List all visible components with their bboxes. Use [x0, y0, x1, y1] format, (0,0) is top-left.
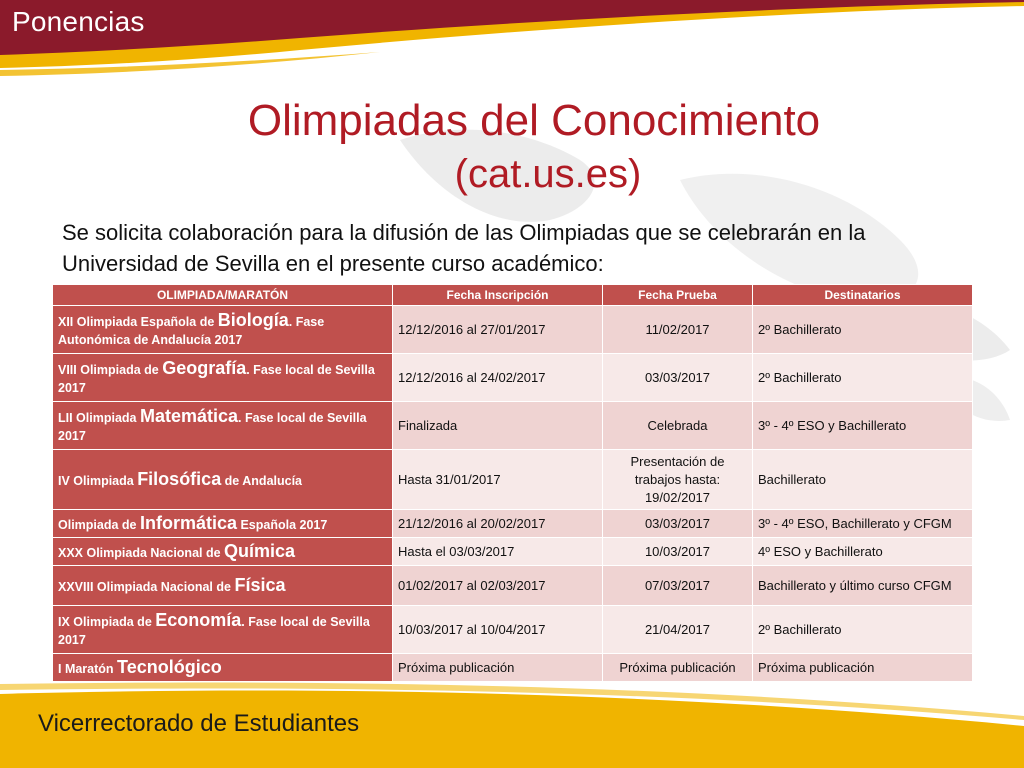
header-olimpiada: OLIMPIADA/MARATÓN	[53, 285, 393, 306]
test-date: 10/03/2017	[603, 538, 753, 566]
target-audience: 2º Bachillerato	[753, 306, 973, 354]
target-audience: Bachillerato	[753, 450, 973, 510]
olympiad-name: LII Olimpiada Matemática. Fase local de Sevilla 2017	[53, 402, 393, 450]
section-title: Ponencias	[12, 6, 145, 37]
olympiad-name: Olimpiada de Informática Española 2017	[53, 510, 393, 538]
registration-date: Hasta 31/01/2017	[393, 450, 603, 510]
test-date: 11/02/2017	[603, 306, 753, 354]
target-audience: 2º Bachillerato	[753, 606, 973, 654]
registration-date: Finalizada	[393, 402, 603, 450]
test-date: 03/03/2017	[603, 354, 753, 402]
table-row	[53, 354, 973, 402]
test-date: Próxima publicación	[603, 654, 753, 682]
registration-date: Hasta el 03/03/2017	[393, 538, 603, 566]
header-destinatarios: Destinatarios	[753, 285, 973, 306]
olympiad-name: XXX Olimpiada Nacional de Química	[53, 538, 393, 566]
header-fecha-prueba: Fecha Prueba	[603, 285, 753, 306]
registration-date: Próxima publicación	[393, 654, 603, 682]
target-audience: 3º - 4º ESO, Bachillerato y CFGM	[753, 510, 973, 538]
registration-date: 21/12/2016 al 20/02/2017	[393, 510, 603, 538]
table-row	[53, 654, 973, 682]
registration-date: 01/02/2017 al 02/03/2017	[393, 566, 603, 606]
target-audience: Bachillerato y último curso CFGM	[753, 566, 973, 606]
registration-date: 12/12/2016 al 27/01/2017	[393, 306, 603, 354]
top-banner	[0, 0, 1024, 80]
olympiad-name: VIII Olimpiada de Geografía. Fase local de Sevilla 2017	[53, 354, 393, 402]
olympiad-name: IV Olimpiada Filosófica de Andalucía	[53, 450, 393, 510]
table-row	[53, 402, 973, 450]
table-row	[53, 450, 973, 510]
table-row	[53, 538, 973, 566]
table-header-row	[53, 285, 973, 306]
registration-date: 12/12/2016 al 24/02/2017	[393, 354, 603, 402]
target-audience: 3º - 4º ESO y Bachillerato	[753, 402, 973, 450]
test-date: Celebrada	[603, 402, 753, 450]
olympiad-name: XII Olimpiada Española de Biología. Fase Autonómica de Andalucía 2017	[53, 306, 393, 354]
target-audience: Próxima publicación	[753, 654, 973, 682]
page-subtitle: (cat.us.es)	[454, 152, 642, 196]
header-fecha-inscripcion: Fecha Inscripción	[393, 285, 603, 306]
test-date: 07/03/2017	[603, 566, 753, 606]
test-date: Presentación de trabajos hasta: 19/02/2017	[603, 450, 753, 510]
table-row	[53, 510, 973, 538]
table-row	[53, 566, 973, 606]
page-title: Olimpiadas del Conocimiento	[247, 96, 821, 145]
footer-text: Vicerrectorado de Estudiantes	[38, 710, 360, 737]
table-row	[53, 306, 973, 354]
intro-paragraph: Se solicita colaboración para la difusión de las Olimpiadas que se celebrarán en la Universidad de Sevilla en el presente curso académico:	[62, 220, 866, 276]
table-row	[53, 606, 973, 654]
registration-date: 10/03/2017 al 10/04/2017	[393, 606, 603, 654]
olympiads-table	[52, 284, 973, 682]
olympiad-name: I Maratón Tecnológico	[53, 654, 393, 682]
target-audience: 2º Bachillerato	[753, 354, 973, 402]
test-date: 21/04/2017	[603, 606, 753, 654]
target-audience: 4º ESO y Bachillerato	[753, 538, 973, 566]
olympiad-name: IX Olimpiada de Economía. Fase local de Sevilla 2017	[53, 606, 393, 654]
test-date: 03/03/2017	[603, 510, 753, 538]
olympiad-name: XXVIII Olimpiada Nacional de Física	[53, 566, 393, 606]
